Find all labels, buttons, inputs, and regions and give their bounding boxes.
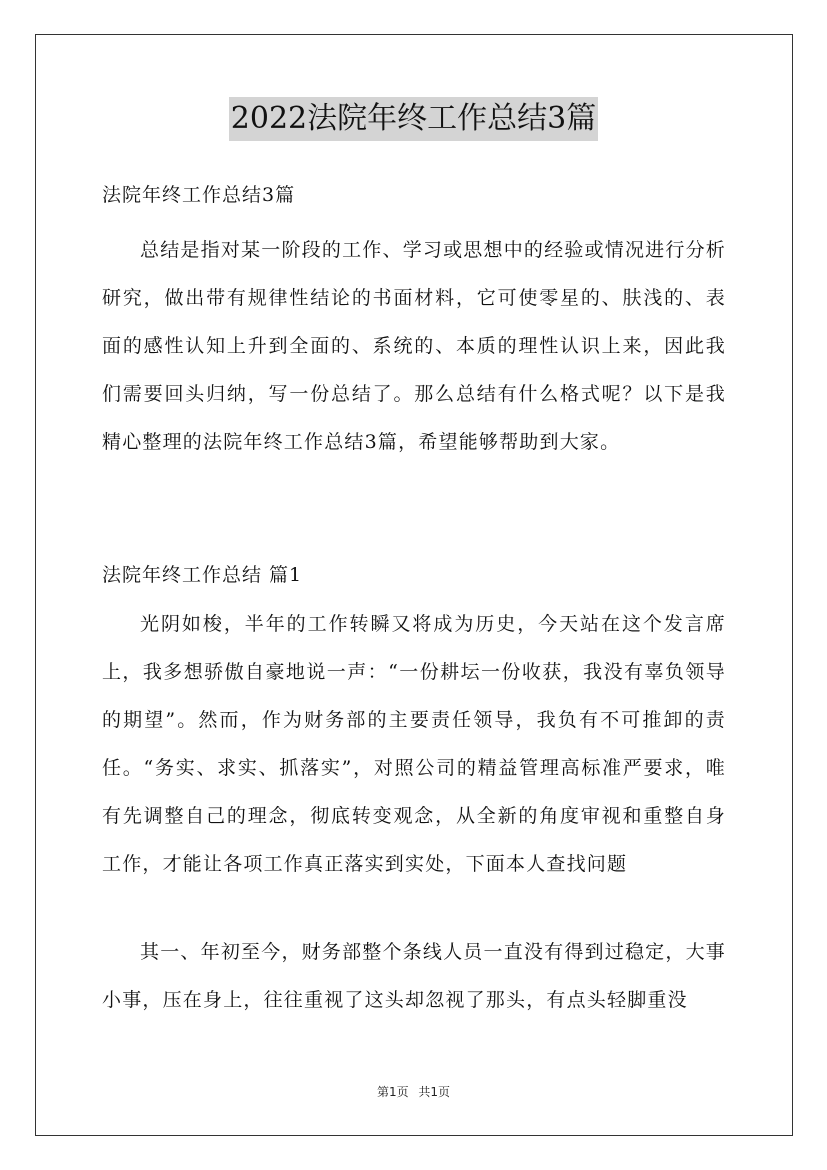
section-1-heading: 法院年终工作总结 篇1 [102, 564, 303, 586]
page-number: 第1页 [376, 1085, 409, 1099]
section-1-paragraph-1: 光阴如梭，半年的工作转瞬又将成为历史，今天站在这个发言席上，我多想骄傲自豪地说一声：“一份耕坛一份收获，我没有辜负领导的期望”。然而，作为财务部的主要责任领导，我负有不可推卸的责任。“务实、求实、抓落实”，对照公司的精益管理高标准严要求，唯有先调整自己的理念，彻底转变观念，从全新的角度审视和重整自身工作，才能让各项工作真正落实到实处，下面本人查找问题 [102, 613, 726, 875]
page-footer [0, 1083, 827, 1100]
subtitle: 法院年终工作总结3篇 [102, 184, 296, 206]
title-container [0, 97, 827, 141]
total-pages: 共1页 [418, 1085, 451, 1099]
document-title: 2022法院年终工作总结3篇 [229, 97, 598, 141]
section-1-paragraph-2: 其一、年初至今，财务部整个条线人员一直没有得到过稳定，大事小事，压在身上，往往重视了这头却忽视了那头，有点头轻脚重没 [102, 941, 726, 1011]
intro-paragraph: 总结是指对某一阶段的工作、学习或思想中的经验或情况进行分析研究，做出带有规律性结论的书面材料，它可使零星的、肤浅的、表面的感性认知上升到全面的、系统的、本质的理性认识上来，因此我们需要回头归纳，写一份总结了。那么总结有什么格式呢？以下是我精心整理的法院年终工作总结3篇，希望能够帮助到大家。 [102, 239, 726, 453]
